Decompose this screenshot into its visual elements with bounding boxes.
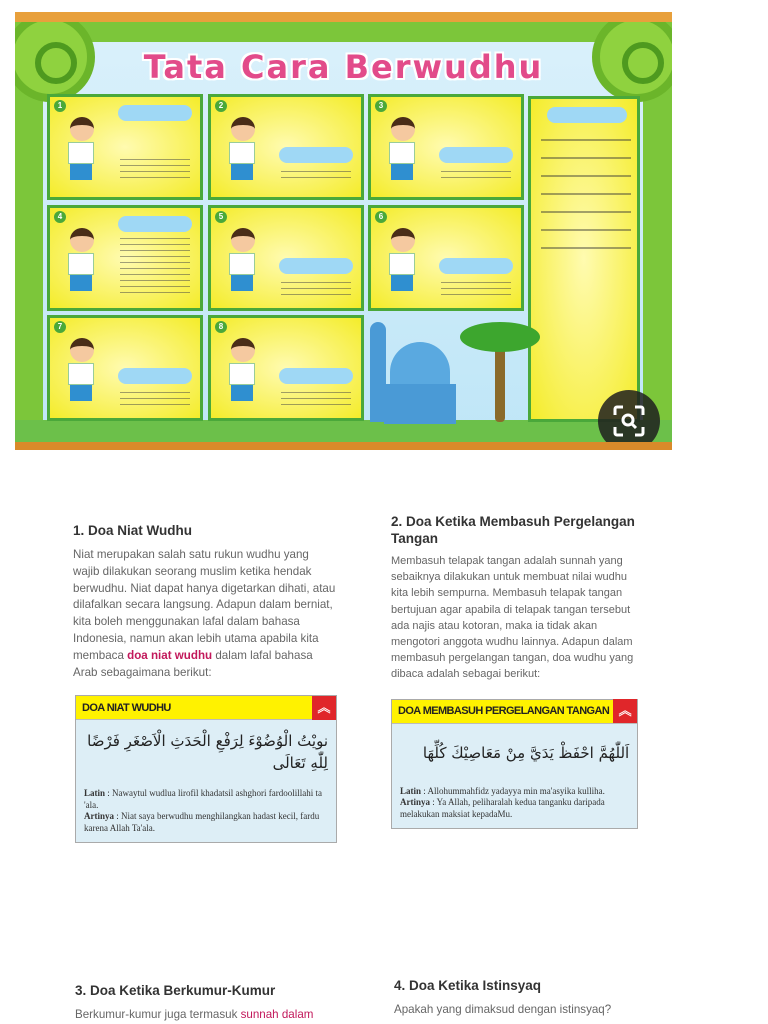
body-text: dalam lafal bahasa Arab sebagaimana berikut:	[73, 648, 313, 679]
arabic-text: نويْتُ الْوُضُوْءَ لِرَفْعِ الْحَدَثِ الْاَصْغَرِ فَرْضًا لِلّٰهِ تَعَالَى	[87, 732, 328, 773]
kid-illustration	[225, 117, 259, 195]
step-label	[279, 147, 353, 163]
kid-illustration	[225, 338, 259, 416]
section-doa-pergelangan-tangan	[391, 513, 647, 829]
step-text	[120, 159, 190, 183]
step-number: 6	[375, 211, 387, 223]
section-heading: 4. Doa Ketika Istinsyaq	[394, 978, 542, 993]
poster-title: Tata Cara Berwudhu	[143, 48, 544, 86]
double-chevron-up-icon: ︽	[613, 699, 637, 723]
doa-card-title: DOA MEMBASUH PERGELANGAN TANGAN	[398, 705, 610, 718]
step-text	[441, 171, 511, 183]
kid-illustration	[385, 228, 419, 306]
step-panel	[47, 205, 203, 311]
doa-niat-wudhu-link[interactable]: doa niat wudhu	[127, 648, 213, 662]
step-number: 7	[54, 321, 66, 333]
section-heading: 1. Doa Niat Wudhu	[73, 523, 193, 538]
step-number: 2	[215, 100, 227, 112]
kid-illustration	[225, 228, 259, 306]
doa-after-wudhu-panel	[528, 96, 640, 422]
section-doa-istinsyaq	[394, 977, 658, 1019]
section-body: Apakah yang dimaksud dengan istinsyaq?	[394, 1003, 612, 1016]
step-panel	[208, 205, 364, 311]
poster-ground	[15, 420, 672, 442]
kid-illustration	[385, 117, 419, 195]
step-panel	[368, 205, 524, 311]
mosque-illustration	[370, 322, 460, 422]
body-text: Berkumur-kumur juga termasuk	[75, 1008, 241, 1021]
doa-card-niat-wudhu	[75, 695, 337, 843]
step-text	[120, 238, 190, 298]
step-label	[439, 147, 513, 163]
arabic-text: اَللّٰهُمَّ احْفَظْ يَدَيَّ مِنْ مَعَاصِيْكَ كُلِّهَا	[422, 743, 630, 762]
step-panel	[47, 315, 203, 421]
step-text	[441, 282, 511, 300]
search-lens-icon	[612, 404, 646, 438]
section-body	[75, 1007, 339, 1024]
body-text: Niat merupakan salah satu rukun wudhu yang wajib dilakukan seorang muslim ketika hendak berwudhu. Niat dapat hanya digetarkan dihati, atau dilafalkan secara langsung. Adapun dalam berniat, kita boleh menggunakan lafal dalam bahasa Indonesia, namun akan lebih utama apabila kita membaca	[73, 548, 336, 662]
kid-illustration	[64, 117, 98, 195]
sunnah-link[interactable]: sunnah dalam	[240, 1008, 314, 1021]
step-number: 4	[54, 211, 66, 223]
step-label	[439, 258, 513, 274]
step-number: 8	[215, 321, 227, 333]
latin-line: Latin : Nawaytul wudlua lirofil khadatsil ashghori fardoolillahi ta 'ala.	[84, 788, 322, 810]
step-label	[279, 368, 353, 384]
double-chevron-up-icon: ︽	[312, 696, 336, 720]
palm-tree-illustration	[455, 322, 535, 422]
step-label	[118, 368, 192, 384]
doa-card-title: DOA NIAT WUDHU	[82, 701, 171, 714]
step-text	[281, 171, 351, 183]
step-panel	[47, 94, 203, 200]
kid-illustration	[64, 228, 98, 306]
step-text	[281, 392, 351, 410]
section-doa-berkumur	[75, 982, 339, 1024]
step-number: 3	[375, 100, 387, 112]
arti-line: Artinya : Niat saya berwudhu menghilangkan hadast kecil, fardu karena Allah Ta'ala.	[84, 811, 320, 833]
step-panel	[368, 94, 524, 200]
doa-card-pergelangan-tangan	[391, 699, 638, 830]
section-body: Membasuh telapak tangan adalah sunnah yang sebaiknya dilakukan untuk membuat nilai wudhu kita lebih sempurna. Membasuh telapak tangan bertujuan agar apabila di telapak tangan tersebut ada najis atau kotoran, maka ia tidak akan mengotori anggota wudhu lainnya. Adapun dalam membasuh pergelangan tangan, doa wudhu yang dibaca adalah sebagai berikut:	[391, 555, 634, 681]
section-heading: 3. Doa Ketika Berkumur-Kumur	[75, 983, 276, 998]
kid-illustration	[64, 338, 98, 416]
step-label	[279, 258, 353, 274]
step-text	[281, 282, 351, 300]
arti-line: Artinya : Ya Allah, peliharalah kedua tanganku daripada melakukan maksiat kepadaMu.	[400, 797, 605, 819]
wudhu-poster-image[interactable]	[15, 12, 672, 450]
latin-line: Latin : Allohummahfidz yadayya min ma'asyika kulliha.	[400, 785, 605, 796]
section-heading: 2. Doa Ketika Membasuh Pergelangan Tangan	[391, 514, 635, 546]
visual-search-button[interactable]	[598, 390, 660, 450]
step-label	[118, 105, 192, 121]
step-text	[120, 392, 190, 410]
section-doa-niat-wudhu	[73, 522, 337, 843]
step-number: 5	[215, 211, 227, 223]
step-number: 1	[54, 100, 66, 112]
step-panel	[208, 315, 364, 421]
section-body	[73, 547, 337, 681]
step-label	[118, 216, 192, 232]
step-panel	[208, 94, 364, 200]
